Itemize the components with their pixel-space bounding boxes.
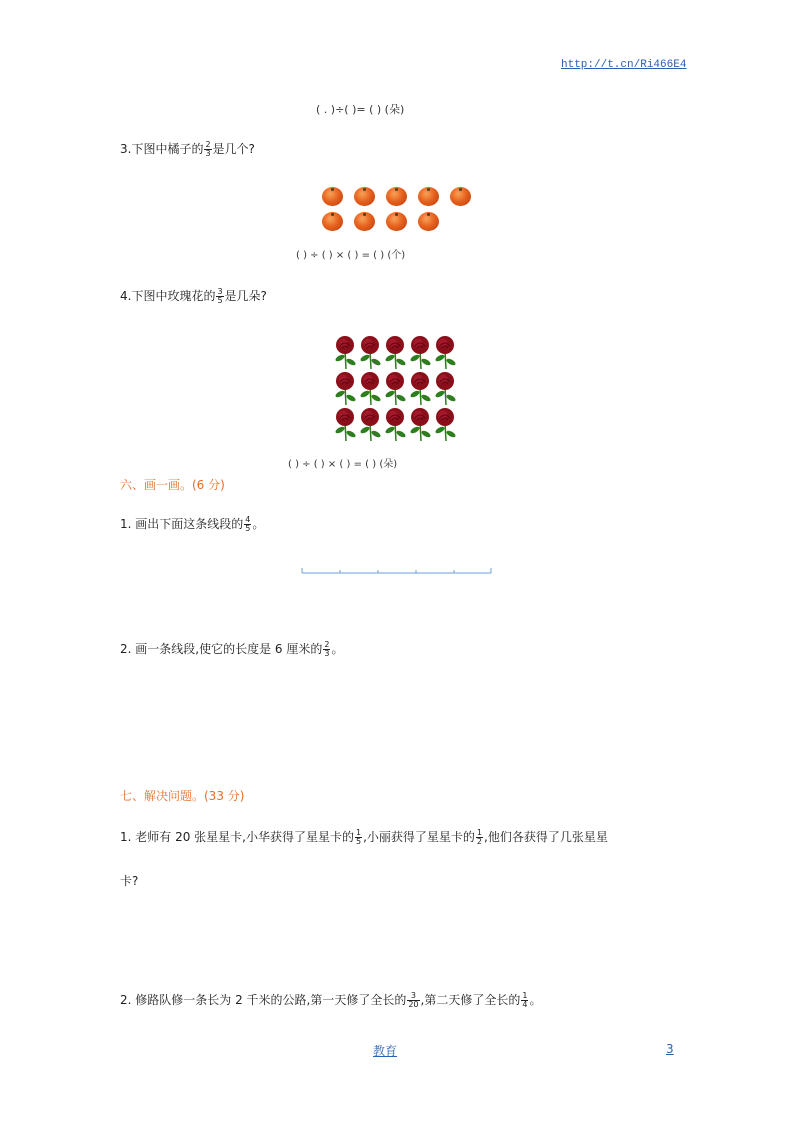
fraction-four-fifths: $\frac{4}{5}$: [245, 515, 251, 533]
rose-icon: [359, 408, 381, 442]
orange-icon: [418, 212, 439, 231]
rose-icon: [384, 408, 406, 442]
question-4-prefix: 4.下图中玫瑰花的: [120, 289, 216, 303]
oranges-picture: [322, 187, 472, 233]
section-7-question-1: 1. 老师有 20 张星星卡,小华获得了星星卡的 $\frac{1}{5}$ ,小丽获得了星星卡的 $\frac{1}{2}$ ,他们各获得了几张星星: [120, 828, 608, 846]
orange-icon: [322, 187, 343, 206]
fraction-three-fifths: $\frac{3}{5}$: [217, 287, 223, 305]
line-segment-to-divide: [300, 566, 494, 576]
footer-link[interactable]: 教育: [373, 1044, 398, 1058]
rose-icon: [334, 372, 356, 406]
q2-equation: ( . )÷( )= ( ) (朵): [316, 103, 405, 116]
orange-icon: [386, 187, 407, 206]
roses-picture: [334, 336, 464, 442]
rose-icon: [384, 372, 406, 406]
rose-icon: [409, 372, 431, 406]
fraction-three-twentieths: $\frac{3}{20}$: [408, 991, 419, 1009]
rose-icon: [384, 336, 406, 370]
question-4: [120, 287, 267, 305]
page-number: 3: [666, 1042, 674, 1056]
rose-icon: [434, 372, 456, 406]
orange-icon: [450, 187, 471, 206]
question-4-suffix: 是几朵?: [224, 289, 267, 303]
fraction-one-quarter: $\frac{1}{4}$: [522, 991, 528, 1009]
section-6-question-1: 1. 画出下面这条线段的 $\frac{4}{5}$ 。: [120, 515, 265, 533]
rose-icon: [359, 372, 381, 406]
orange-icon: [354, 187, 375, 206]
question-3-suffix: 是几个?: [212, 142, 255, 156]
question-3-prefix: 3.下图中橘子的: [120, 142, 204, 156]
question-3: [120, 140, 255, 158]
question-4-equation: ( ) ÷ ( ) × ( ) = ( ) (朵): [288, 459, 398, 470]
section-7-question-1-line-2: 卡?: [120, 874, 139, 888]
fraction-two-thirds: $\frac{2}{3}$: [205, 140, 211, 158]
orange-icon: [418, 187, 439, 206]
fraction-one-fifth: $\frac{1}{5}$: [355, 828, 362, 846]
rose-icon: [334, 336, 356, 370]
fraction-one-half: $\frac{1}{2}$: [476, 828, 482, 846]
section-6-title: 六、画一画。(6 分): [120, 478, 225, 492]
rose-icon: [359, 336, 381, 370]
rose-icon: [409, 408, 431, 442]
section-6-question-2: 2. 画一条线段,使它的长度是 6 厘米的 $\frac{2}{3}$ 。: [120, 640, 344, 658]
section-7-question-2: 2. 修路队修一条长为 2 千米的公路,第一天修了全长的 $\frac{3}{20}$ ,第二天修了全长的 $\frac{1}{4}$ 。: [120, 991, 542, 1009]
orange-icon: [386, 212, 407, 231]
rose-icon: [409, 336, 431, 370]
fraction-two-thirds: $\frac{2}{3}$: [324, 640, 330, 658]
rose-icon: [434, 336, 456, 370]
orange-icon: [354, 212, 375, 231]
question-3-equation: ( ) ÷ ( ) × ( ) = ( ) (个): [296, 250, 406, 261]
orange-icon: [322, 212, 343, 231]
rose-icon: [434, 408, 456, 442]
rose-icon: [334, 408, 356, 442]
section-7-title: 七、解决问题。(33 分): [120, 789, 245, 803]
header-link[interactable]: http://t.cn/Ri466E4: [561, 59, 687, 71]
